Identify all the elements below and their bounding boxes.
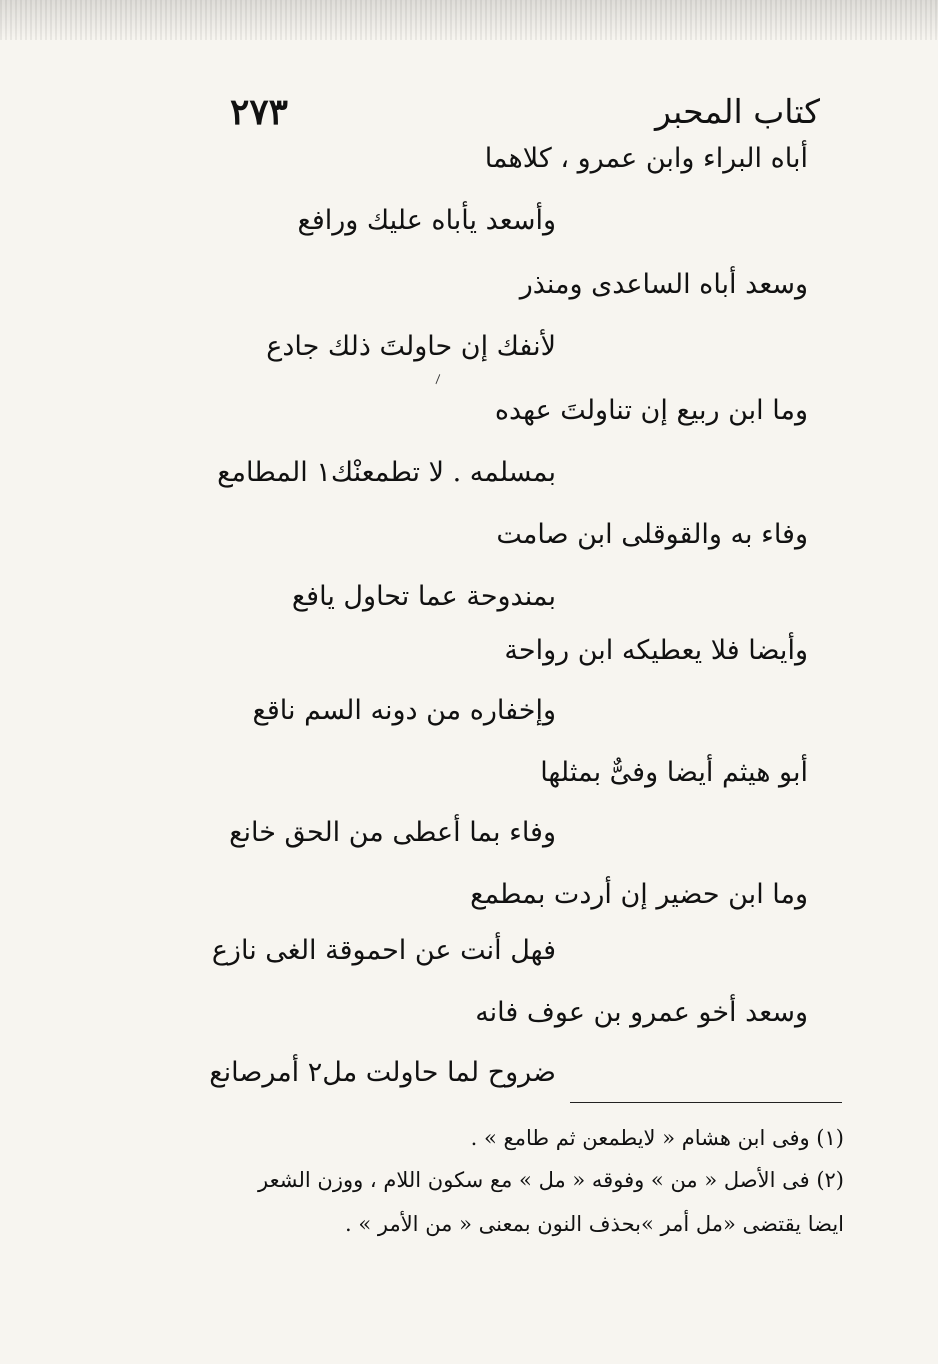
verse-line: لأنفك إن حاولتَ ذلك جادع: [266, 331, 556, 362]
verse-line: وإخفاره من دونه السم ناقع: [252, 695, 556, 726]
footnote-2-continued: ايضا يقتضى «مل أمر »بحذف النون بمعنى « من الأمر » .: [345, 1212, 844, 1236]
verse-line: وما ابن ربيع إن تناولتَ عهده: [494, 395, 808, 426]
verse-line: وفاء بما أعطى من الحق خانع: [229, 817, 556, 848]
stray-mark: \: [431, 372, 445, 386]
verse-line: وأيضا فلا يعطيكه ابن رواحة: [504, 635, 808, 666]
scan-edge: [0, 0, 938, 40]
verse-line: وسعد أباه الساعدى ومنذر: [519, 269, 808, 300]
verse-line: فهل أنت عن احموقة الغى نازع: [211, 935, 556, 966]
verse-line: أبو هيثم أيضا وفىٌّ بمثلها: [540, 757, 808, 788]
book-title: كتاب المحبر: [654, 92, 820, 131]
footnote-2: (٢) فى الأصل « من » وفوقه « مل » مع سكون اللام ، ووزن الشعر: [258, 1168, 844, 1192]
verse-line: وما ابن حضير إن أردت بمطمع: [470, 879, 808, 910]
page-header: [200, 92, 820, 138]
verse-line: أباه البراء وابن عمرو ، كلاهما: [484, 143, 808, 174]
verse-line: وأسعد يأباه عليك ورافع: [297, 205, 556, 236]
verse-line: بمسلمه . لا تطمعنْك١ المطامع: [217, 457, 556, 488]
footnote-divider: [570, 1102, 842, 1103]
footnote-1: (١) وفى ابن هشام « لايطمعن ثم طامع » .: [470, 1126, 844, 1150]
page-number: ٢٧٣: [230, 91, 289, 133]
verse-line: بمندوحة عما تحاول يافع: [291, 581, 556, 612]
verse-line: ضروح لما حاولت مل٢ أمرصانع: [209, 1057, 556, 1088]
verse-line: وفاء به والقوقلى ابن صامت: [496, 519, 808, 550]
verse-line: وسعد أخو عمرو بن عوف فانه: [475, 997, 808, 1028]
